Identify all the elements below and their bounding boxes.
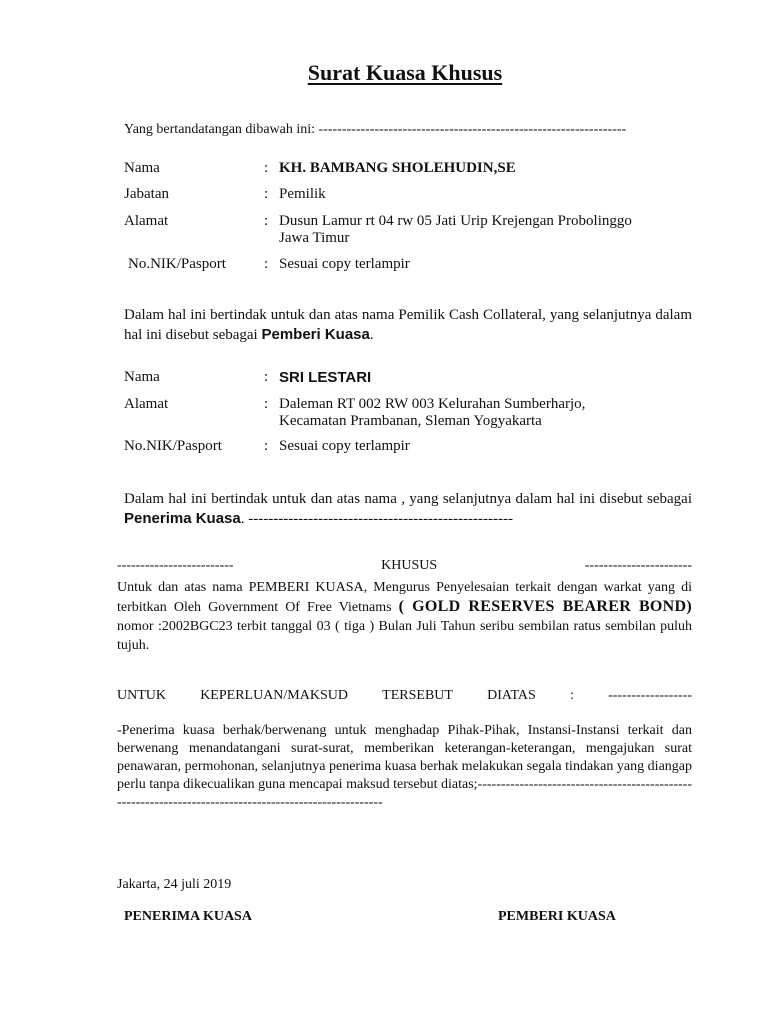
- paragraph-text: Dalam hal ini bertindak untuk dan atas nama , yang selanjutnya dalam hal ini disebut sebagai: [124, 491, 692, 507]
- field-colon: :: [264, 396, 269, 412]
- document-title: Surat Kuasa Khusus: [307, 60, 503, 85]
- khusus-heading: [117, 558, 692, 574]
- field-label: Alamat: [124, 213, 169, 229]
- signature-pemberi: PEMBERI KUASA: [498, 909, 616, 924]
- pemberi-nama-row: [124, 160, 694, 177]
- pemberi-nik-row: [128, 256, 698, 273]
- wewenang-paragraph: -Penerima kuasa berhak/berwenang untuk menghadap Pihak-Pihak, Instansi-Instansi terkait dan berwenang menandatangani surat-surat, memberikan keterangan-keterangan, mengajukan surat penawaran, permohonan, selanjutnya penerima kuasa berhak melakukan segala tindakan yang diangap perlu tanpa dikecualikan guna mencapai maksud tersebut diatas;-------------------------------------------------------------------------------------------------------: [117, 723, 692, 810]
- penerima-nik-row: [124, 438, 694, 455]
- field-colon: :: [264, 256, 269, 272]
- field-colon: :: [264, 186, 269, 202]
- bond-name: ( GOLD RESERVES BEARER BOND): [398, 598, 692, 615]
- field-colon: :: [264, 369, 269, 385]
- field-label: No.NIK/Pasport: [128, 256, 226, 272]
- penerima-kuasa-term: Penerima Kuasa: [124, 510, 241, 527]
- field-value: Sesuai copy terlampir: [279, 438, 410, 454]
- khusus-paragraph: [117, 578, 692, 655]
- heading-word: TERSEBUT: [382, 688, 453, 703]
- field-value: [279, 213, 694, 247]
- dash-right: -----------------------: [584, 558, 692, 573]
- document-date: Jakarta, 24 juli 2019: [117, 877, 232, 892]
- pemberi-alamat-row: [124, 213, 694, 247]
- field-value: Sesuai copy terlampir: [279, 256, 410, 272]
- address-line-1: Daleman RT 002 RW 003 Kelurahan Sumberharjo,: [279, 396, 586, 412]
- field-label: No.NIK/Pasport: [124, 438, 222, 454]
- heading-colon: :: [570, 688, 574, 703]
- heading-word: UNTUK: [117, 688, 166, 703]
- paragraph-end: . -----------------------------------------------------: [240, 511, 513, 527]
- field-label: Jabatan: [124, 186, 169, 202]
- heading-word: DIATAS: [487, 688, 536, 703]
- field-value: [279, 396, 694, 430]
- field-label: Alamat: [124, 396, 169, 412]
- paragraph-text: Untuk dan atas nama PEMBERI KUASA, Mengurus Penyelesaian terkait dengan warkat yang di terbitkan Oleh Government Of Free Vietnams: [117, 580, 692, 615]
- field-value: SRI LESTARI: [279, 369, 372, 386]
- signature-penerima: PENERIMA KUASA: [124, 909, 252, 924]
- field-value: Pemilik: [279, 186, 326, 202]
- field-colon: :: [264, 438, 269, 454]
- dash-left: -------------------------: [117, 558, 234, 573]
- paragraph-text: Dalam hal ini bertindak untuk dan atas nama Pemilik Cash Collateral, yang selanjutnya dalam hal ini disebut sebagai: [124, 307, 692, 343]
- heading-word: KEPERLUAN/MAKSUD: [200, 688, 348, 703]
- field-label: Nama: [124, 369, 160, 385]
- intro-line: Yang bertandatangan dibawah ini: ------------------------------------------------------------------: [124, 122, 627, 137]
- penerima-nama-row: [124, 369, 694, 386]
- penerima-alamat-row: [124, 396, 694, 430]
- pemberi-jabatan-row: [124, 186, 694, 203]
- penerima-paragraph: [124, 489, 692, 529]
- heading-dashes: ------------------: [608, 688, 692, 703]
- pemberi-kuasa-term: Pemberi Kuasa: [261, 326, 370, 343]
- paragraph-end: .: [369, 327, 374, 343]
- paragraph-text: nomor :2002BGC23 terbit tanggal 03 ( tiga ) Bulan Juli Tahun seribu sembilan ratus sembilan puluh tujuh.: [117, 619, 692, 653]
- khusus-label: KHUSUS: [381, 558, 438, 573]
- field-value: KH. BAMBANG SHOLEHUDIN,SE: [279, 160, 516, 176]
- field-colon: :: [264, 160, 269, 176]
- field-label: Nama: [124, 160, 160, 176]
- address-line-2: Kecamatan Prambanan, Sleman Yogyakarta: [279, 413, 542, 429]
- keperluan-heading: [117, 688, 692, 704]
- address-line-2: Jawa Timur: [279, 230, 350, 246]
- address-line-1: Dusun Lamur rt 04 rw 05 Jati Urip Krejengan Probolinggo: [279, 213, 632, 229]
- field-colon: :: [264, 213, 269, 229]
- pemberi-paragraph: [124, 305, 692, 345]
